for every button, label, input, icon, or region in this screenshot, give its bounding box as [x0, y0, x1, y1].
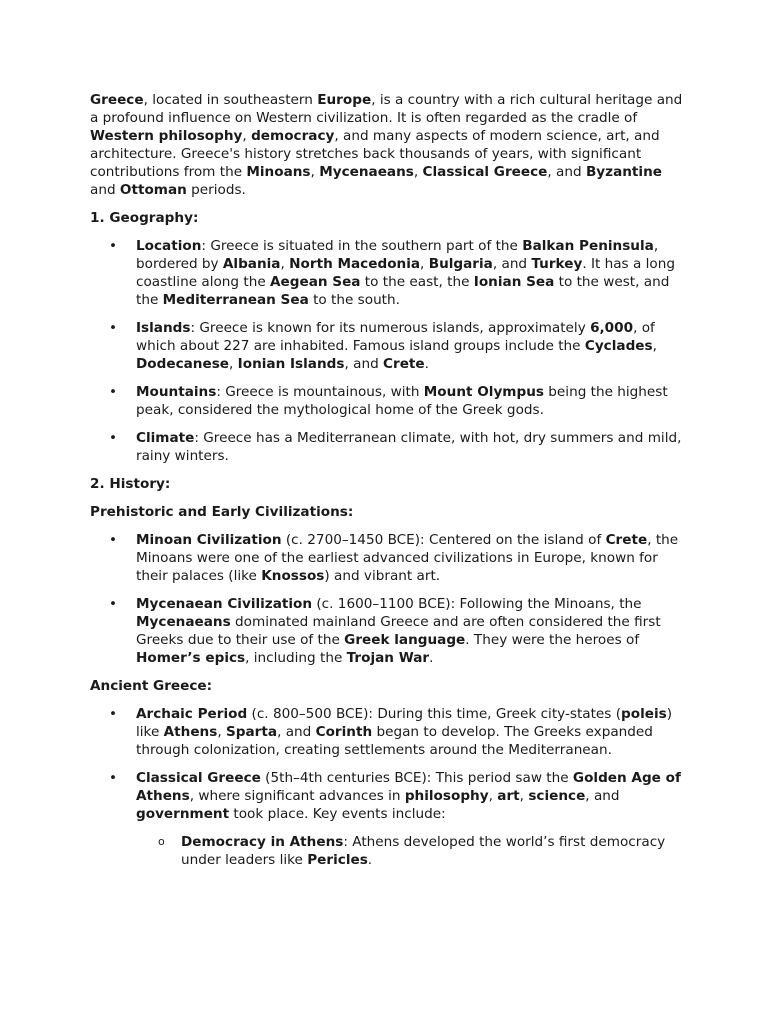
- bold-term: Athens: [163, 724, 218, 740]
- text-run: .: [424, 356, 429, 372]
- text-run: ) like: [136, 706, 673, 740]
- bold-term: Homer’s epics: [136, 650, 246, 666]
- text-run: being the highest peak, considered the mythological home of the Greek gods.: [136, 384, 668, 418]
- text-run: ,: [519, 788, 529, 804]
- bold-term: Golden Age of Athens: [136, 770, 681, 804]
- text-run: , including the: [245, 650, 347, 666]
- document-body: [90, 91, 690, 879]
- text-run: (c. 2700–1450 BCE): Centered on the island of: [281, 532, 606, 548]
- bold-term: Classical Greece: [422, 164, 548, 180]
- bold-term: Pericles: [307, 852, 368, 868]
- text-run: dominated mainland Greece and are often considered the first Greeks due to their use of the: [136, 614, 661, 648]
- bold-term: Western philosophy: [90, 128, 243, 144]
- bold-term: Cyclades: [584, 338, 653, 354]
- text-run: . It has a long coastline along the: [136, 256, 675, 290]
- text-run: ,: [280, 256, 290, 272]
- text-run: , and: [344, 356, 384, 372]
- bold-term: science: [528, 788, 586, 804]
- bold-term: North Macedonia: [289, 256, 421, 272]
- history-heading: 2. History:: [90, 476, 171, 492]
- text-run: ,: [488, 788, 498, 804]
- bold-term: Mycenaeans: [319, 164, 414, 180]
- bold-term: Mediterranean Sea: [162, 292, 309, 308]
- bold-term: Dodecanese: [136, 356, 230, 372]
- geography-list: [90, 237, 690, 465]
- text-run: , where significant advances in: [189, 788, 405, 804]
- text-run: , bordered by: [136, 238, 659, 272]
- text-run: (5th–4th centuries BCE): This period saw the: [260, 770, 573, 786]
- bold-term: Sparta: [225, 724, 278, 740]
- bold-term: Ionian Islands: [237, 356, 345, 372]
- text-run: : Greece is situated in the southern part of the: [201, 238, 523, 254]
- text-run: : Athens developed the world’s first democracy under leaders like: [181, 834, 666, 868]
- prehistoric-item-minoan: [90, 531, 690, 585]
- bold-term: Europe: [317, 92, 372, 108]
- ancient-greece-list: [90, 705, 690, 869]
- bold-term: Greek language: [344, 632, 466, 648]
- text-run: , is a country with a rich cultural heritage and a profound influence on Western civilization. It is often regarded as the cradle of: [90, 92, 683, 126]
- bold-term: Mount Olympus: [423, 384, 544, 400]
- text-run: and: [90, 182, 120, 198]
- ancient-item-classical: [90, 769, 690, 869]
- bold-term: Ionian Sea: [473, 274, 555, 290]
- text-run: , of which about 227 are inhabited. Famous island groups include the: [136, 320, 655, 354]
- text-run: ,: [242, 128, 252, 144]
- bold-term: Classical Greece: [136, 770, 261, 786]
- bold-term: Minoan Civilization: [136, 532, 282, 548]
- text-run: , and many aspects of modern science, art, and architecture. Greece's history stretches back thousands of years, with significant contributions from the: [90, 128, 660, 180]
- classical-sub-item-democracy: [136, 833, 690, 869]
- intro-paragraph: [90, 91, 690, 199]
- text-run: : Greece is mountainous, with: [216, 384, 424, 400]
- bold-term: Climate: [136, 430, 195, 446]
- ancient-item-classical-text: [136, 770, 681, 822]
- bold-term: Crete: [605, 532, 648, 548]
- text-run: took place. Key events include:: [229, 806, 446, 822]
- text-run: periods.: [186, 182, 246, 198]
- text-run: , located in southeastern: [143, 92, 318, 108]
- bold-term: Greece: [90, 92, 144, 108]
- bold-term: Turkey: [531, 256, 583, 272]
- text-run: began to develop. The Greeks expanded through colonization, creating settlements around the Mediterranean.: [136, 724, 653, 758]
- prehistoric-item-mycenaean: [90, 595, 690, 667]
- bold-term: Byzantine: [585, 164, 662, 180]
- text-run: : Greece is known for its numerous islands, approximately: [190, 320, 591, 336]
- bold-term: Mycenaean Civilization: [136, 596, 313, 612]
- ancient-greece-heading: Ancient Greece:: [90, 678, 213, 694]
- text-run: ,: [310, 164, 320, 180]
- classical-sub-list: [136, 833, 690, 869]
- bold-term: Ottoman: [119, 182, 187, 198]
- text-run: : Greece has a Mediterranean climate, with hot, dry summers and mild, rainy winters.: [136, 430, 682, 464]
- text-run: .: [429, 650, 434, 666]
- bold-term: Knossos: [261, 568, 325, 584]
- text-run: , the Minoans were one of the earliest advanced civilizations in Europe, known for their palaces (like: [136, 532, 679, 584]
- ancient-item-archaic: [90, 705, 690, 759]
- bold-term: Albania: [222, 256, 281, 272]
- bold-term: Democracy in Athens: [181, 834, 344, 850]
- bold-term: democracy: [251, 128, 335, 144]
- text-run: ,: [413, 164, 423, 180]
- text-run: ,: [229, 356, 238, 372]
- bold-term: Aegean Sea: [270, 274, 361, 290]
- text-run: , and: [585, 788, 620, 804]
- bold-term: 6,000: [590, 320, 634, 336]
- prehistoric-list: [90, 531, 690, 667]
- geography-item-location: [90, 237, 690, 309]
- text-run: to the west, and the: [136, 274, 670, 308]
- bold-term: Location: [136, 238, 202, 254]
- prehistoric-heading: Prehistoric and Early Civilizations:: [90, 504, 354, 520]
- bold-term: Islands: [136, 320, 191, 336]
- bold-term: Balkan Peninsula: [522, 238, 654, 254]
- bold-term: philosophy: [404, 788, 489, 804]
- text-run: ) and vibrant art.: [324, 568, 441, 584]
- text-run: . They were the heroes of: [465, 632, 640, 648]
- text-run: (c. 800–500 BCE): During this time, Greek city-states (: [247, 706, 621, 722]
- text-run: , and: [547, 164, 586, 180]
- geography-item-mountains: [90, 383, 690, 419]
- bold-term: Mountains: [136, 384, 217, 400]
- text-run: , and: [277, 724, 316, 740]
- bold-term: government: [136, 806, 230, 822]
- text-run: .: [367, 852, 373, 868]
- bold-term: Archaic Period: [136, 706, 248, 722]
- geography-item-islands: [90, 319, 690, 373]
- bold-term: Mycenaeans: [136, 614, 231, 630]
- text-run: ,: [217, 724, 226, 740]
- text-run: , and: [492, 256, 532, 272]
- text-run: (c. 1600–1100 BCE): Following the Minoans, the: [312, 596, 642, 612]
- bold-term: Minoans: [246, 164, 311, 180]
- bold-term: Trojan War: [346, 650, 430, 666]
- bold-term: Corinth: [315, 724, 373, 740]
- text-run: to the south.: [308, 292, 400, 308]
- bold-term: Crete: [383, 356, 425, 372]
- geography-item-climate: [90, 429, 690, 465]
- geography-heading: 1. Geography:: [90, 210, 199, 226]
- text-run: ,: [652, 338, 657, 354]
- bold-term: Bulgaria: [428, 256, 493, 272]
- bold-term: art: [497, 788, 520, 804]
- text-run: ,: [420, 256, 429, 272]
- text-run: to the east, the: [360, 274, 474, 290]
- bold-term: poleis: [621, 706, 667, 722]
